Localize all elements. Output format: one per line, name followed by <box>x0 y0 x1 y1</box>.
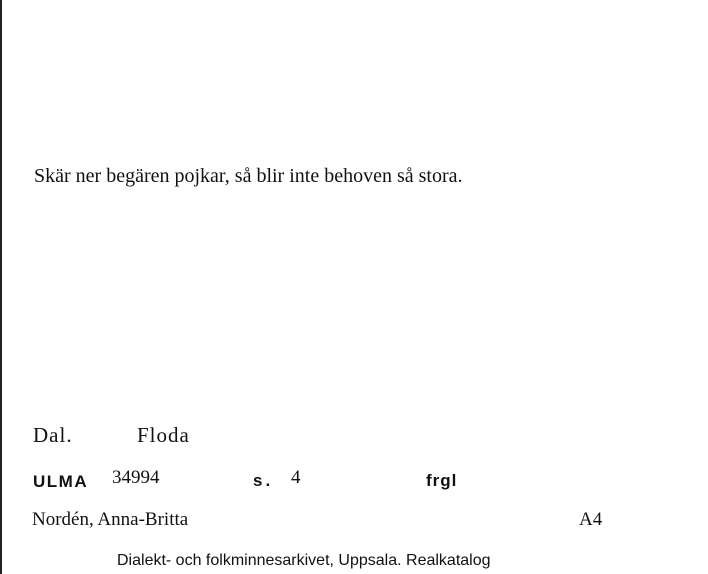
archive-number: 34994 <box>112 467 160 488</box>
archive-label: ULMA <box>33 472 89 491</box>
card-left-border <box>0 0 2 574</box>
category-code: frgl <box>426 471 458 490</box>
province-label: Dal. <box>33 423 73 447</box>
collector-name: Nordén, Anna-Britta <box>32 509 189 530</box>
parish-label: Floda <box>137 423 190 447</box>
archive-footer: Dialekt- och folkminnesarkivet, Uppsala. Realkatalog <box>117 552 491 569</box>
proverb-text: Skär ner begären pojkar, så blir inte behoven så stora. <box>34 165 463 187</box>
page-number: 4 <box>291 467 301 488</box>
format-code: A4 <box>579 509 603 530</box>
page-label: s. <box>253 471 274 490</box>
